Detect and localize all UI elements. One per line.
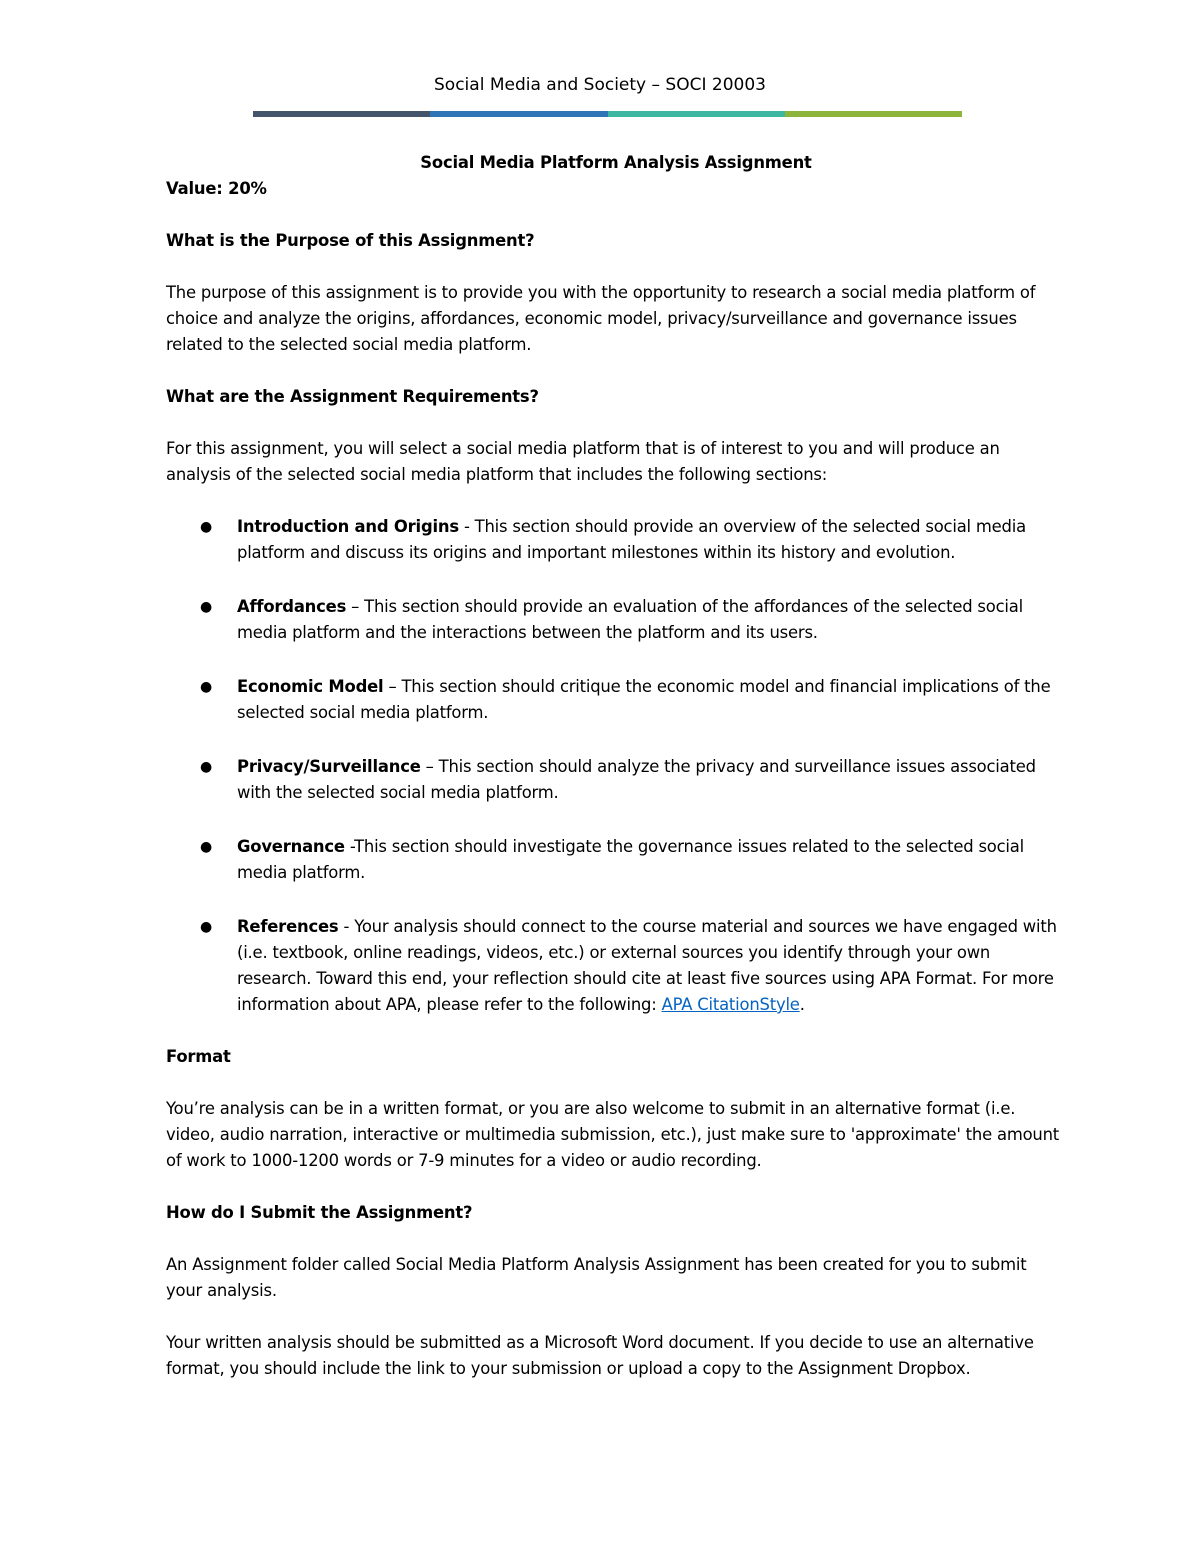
list-item <box>166 914 1066 1018</box>
bullet-icon: ● <box>200 839 213 855</box>
format-paragraph: You’re analysis can be in a written format, or you are also welcome to submit in an alternative format (i.e. video, audio narration, interactive or multimedia submission, etc.), just make sure to 'approximate' the amount of work to 1000-1200 words or 7-9 minutes for a video or audio recording. <box>166 1099 1060 1170</box>
assignment-value: Value: 20% <box>166 179 267 198</box>
submit-paragraph-2: Your written analysis should be submitted as a Microsoft Word document. If you decide to use an alternative format, you should include the link to your submission or upload a copy to the Assignment Dropbox. <box>166 1333 1034 1378</box>
section-term: Introduction and Origins <box>237 517 459 536</box>
requirements-intro: For this assignment, you will select a social media platform that is of interest to you and will produce an analysis of the selected social media platform that includes the following sections: <box>166 439 1000 484</box>
section-term: Governance <box>237 837 345 856</box>
section-description: – This section should provide an evaluation of the affordances of the selected social media platform and the interactions between the platform and its users. <box>237 597 1023 642</box>
header-bar-segment-3 <box>608 111 785 117</box>
section-description: -This section should investigate the governance issues related to the selected social media platform. <box>237 837 1024 882</box>
section-description: - Your analysis should connect to the course material and sources we have engaged with (i.e. textbook, online readings, videos, etc.) or external sources you identify through your own research. Toward this end, your reflection should cite at least five sources using APA Format. For more information about APA, please refer to the following: <box>237 917 1057 1014</box>
document-body <box>166 150 1066 1408</box>
requirements-list <box>166 514 1066 1018</box>
list-item <box>166 514 1066 566</box>
section-description: - This section should provide an overview of the selected social media platform and discuss its origins and important milestones within its history and evolution. <box>237 517 1026 562</box>
link-trailing-period: . <box>799 995 805 1014</box>
section-term: References <box>237 917 339 936</box>
list-item <box>166 674 1066 726</box>
section-description: – This section should analyze the privacy and surveillance issues associated with the selected social media platform. <box>237 757 1036 802</box>
section-term: Affordances <box>237 597 347 616</box>
header-bar-segment-2 <box>430 111 607 117</box>
section-term: Economic Model <box>237 677 384 696</box>
section-term: Privacy/Surveillance <box>237 757 421 776</box>
purpose-heading: What is the Purpose of this Assignment? <box>166 231 535 250</box>
header-bar-segment-1 <box>253 111 430 117</box>
list-item <box>166 834 1066 886</box>
bullet-icon: ● <box>200 679 213 695</box>
submit-heading: How do I Submit the Assignment? <box>166 1203 473 1222</box>
bullet-icon: ● <box>200 599 213 615</box>
list-item <box>166 754 1066 806</box>
submit-paragraph-1: An Assignment folder called Social Media Platform Analysis Assignment has been created for you to submit your analysis. <box>166 1255 1027 1300</box>
header-color-bar <box>253 111 962 117</box>
header-bar-segment-4 <box>785 111 962 117</box>
section-description: – This section should critique the economic model and financial implications of the selected social media platform. <box>237 677 1051 722</box>
bullet-icon: ● <box>200 919 213 935</box>
list-item <box>166 594 1066 646</box>
purpose-paragraph: The purpose of this assignment is to provide you with the opportunity to research a social media platform of choice and analyze the origins, affordances, economic model, privacy/surveillance and governance issues related to the selected social media platform. <box>166 283 1036 354</box>
apa-citation-style-link[interactable]: APA CitationStyle <box>661 995 800 1014</box>
requirements-heading: What are the Assignment Requirements? <box>166 387 539 406</box>
format-heading: Format <box>166 1047 231 1066</box>
bullet-icon: ● <box>200 519 213 535</box>
document-title: Social Media Platform Analysis Assignment <box>420 153 812 172</box>
bullet-icon: ● <box>200 759 213 775</box>
page-header-course: Social Media and Society – SOCI 20003 <box>434 75 766 95</box>
